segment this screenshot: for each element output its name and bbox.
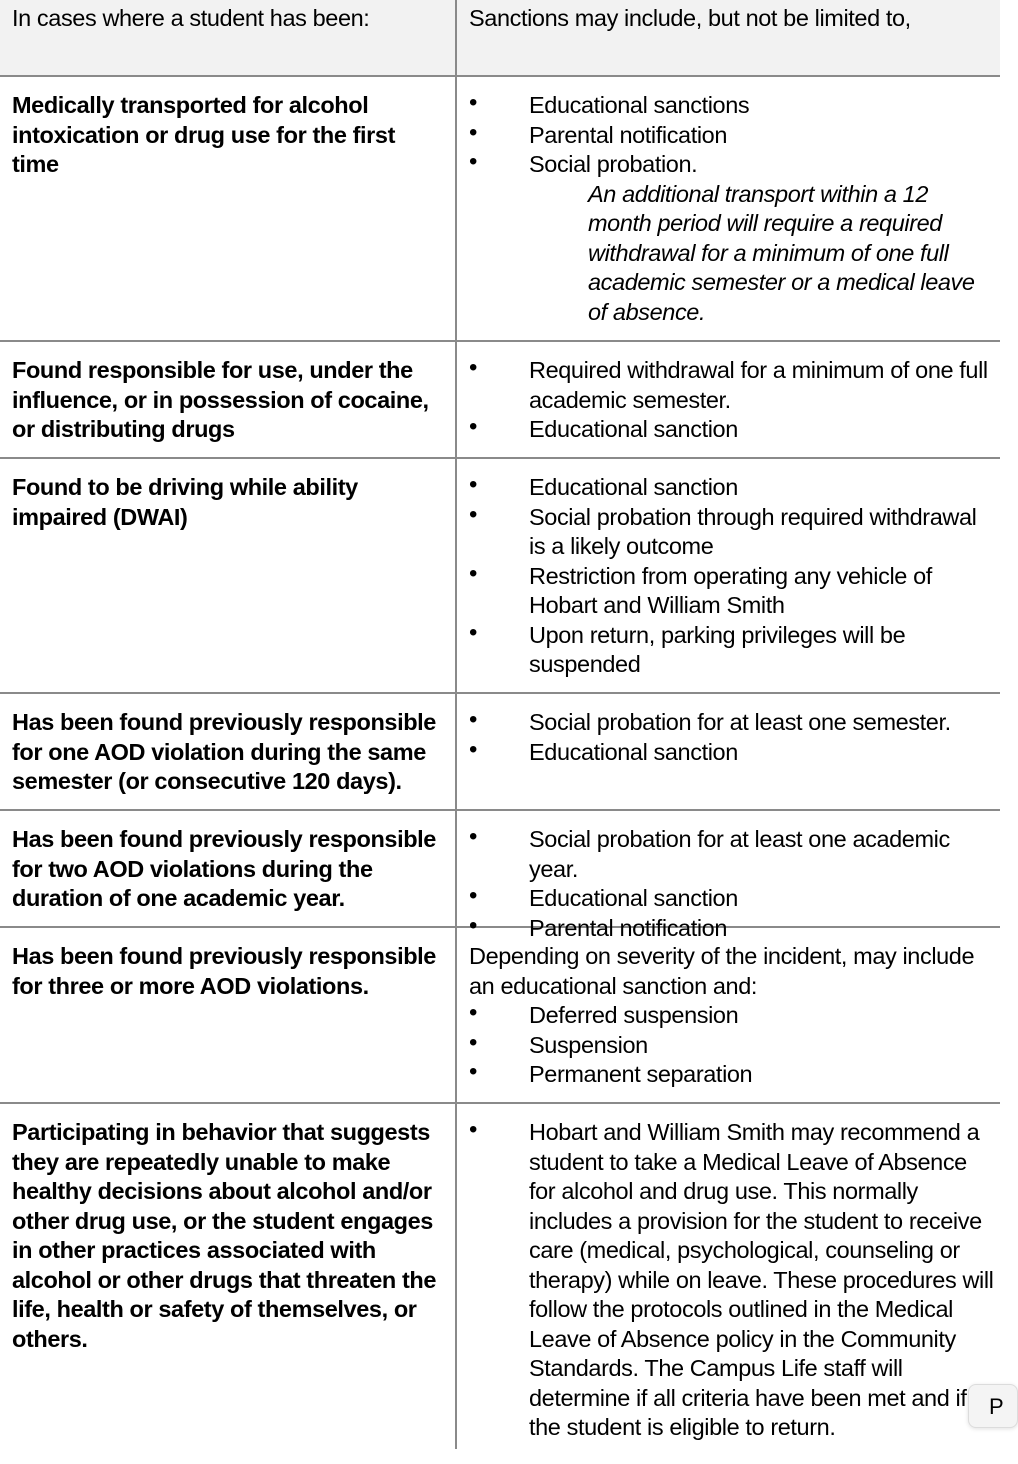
table-row <box>0 694 1000 811</box>
sanctions-intro: Depending on severity of the incident, may include an educational sanction and: <box>469 943 975 999</box>
condition-cell: Has been found previously responsible for two AOD violations during the duration of one academic year. <box>12 826 436 911</box>
table-row <box>0 77 1000 342</box>
condition-cell: Medically transported for alcohol intoxication or drug use for the first time <box>12 92 396 177</box>
sanction-item: • Social probation through required withdrawal is a likely outcome <box>469 503 994 562</box>
condition-cell: Found to be driving while ability impaired (DWAI) <box>12 474 358 530</box>
column-divider <box>455 0 457 1449</box>
header-sanctions: Sanctions may include, but not be limited to, <box>469 5 911 31</box>
table-row <box>0 342 1000 459</box>
floating-button[interactable]: P <box>968 1384 1018 1428</box>
sanction-item: • Educational sanction <box>469 738 994 768</box>
sanction-item: • Social probation for at least one academic year. <box>469 825 994 884</box>
condition-cell: Participating in behavior that suggests they are repeatedly unable to make healthy decisions about alcohol and/or other drug use, or the student engages in other practices associated with alcohol or other drugs that threaten the life, health or safety of themselves, or others. <box>12 1119 437 1352</box>
sanction-item: • Parental notification <box>469 914 994 944</box>
sanctions-cell <box>469 91 994 327</box>
sanction-item: • Social probation for at least one semester. <box>469 708 994 738</box>
sanction-item: • Parental notification <box>469 121 994 151</box>
table-row <box>0 459 1000 694</box>
sanctions-cell <box>469 1118 994 1443</box>
sanction-item: • Deferred suspension <box>469 1001 994 1031</box>
sanctions-cell <box>469 356 994 445</box>
table-row <box>0 928 1000 1104</box>
table-row <box>0 811 1000 941</box>
sanctions-cell <box>469 473 994 680</box>
sanction-item: • Upon return, parking privileges will be suspended <box>469 621 994 680</box>
sanctions-cell <box>469 708 994 767</box>
sanction-item: • Educational sanction <box>469 884 994 914</box>
condition-cell: Has been found previously responsible for three or more AOD violations. <box>12 943 436 999</box>
sanction-item: • Social probation. <box>469 150 994 180</box>
header-condition: In cases where a student has been: <box>12 5 370 31</box>
sanctions-cell <box>469 825 994 943</box>
sanction-item: • Educational sanctions <box>469 91 994 121</box>
sanction-item: • Hobart and William Smith may recommend a student to take a Medical Leave of Absence for alcohol and drug use. This normally includes a provision for the student to receive care (medical, psychological, counseling or therapy) while on leave. These procedures will follow the protocols outlined in the Medical Leave of Absence policy in the Community Standards. The Campus Life staff will determine if all criteria have been met and if the student is eligible to return. <box>469 1118 994 1443</box>
table-header-row <box>0 0 1000 77</box>
sanction-item: • Permanent separation <box>469 1060 994 1090</box>
condition-cell: Has been found previously responsible for one AOD violation during the same semester (or consecutive 120 days). <box>12 709 436 794</box>
table-row <box>0 1104 1000 1464</box>
sanction-item: • Suspension <box>469 1031 994 1061</box>
sanction-item: • Educational sanction <box>469 415 994 445</box>
sanction-item: • Restriction from operating any vehicle of Hobart and William Smith <box>469 562 994 621</box>
condition-cell: Found responsible for use, under the influence, or in possession of cocaine, or distributing drugs <box>12 357 429 442</box>
sanction-note: An additional transport within a 12 month period will require a required withdrawal for a minimum of one full academic semester or a medical leave of absence. <box>588 180 975 325</box>
sanction-item: • Educational sanction <box>469 473 994 503</box>
sanction-item: • Required withdrawal for a minimum of one full academic semester. <box>469 356 994 415</box>
sanctions-cell <box>469 942 994 1090</box>
